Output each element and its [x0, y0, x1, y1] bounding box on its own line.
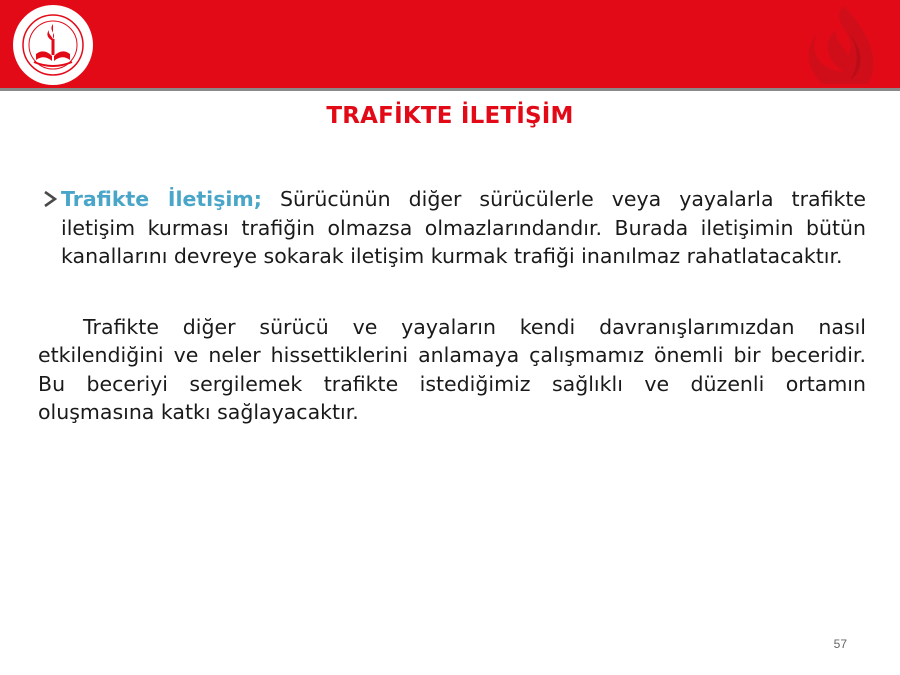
arrow-bullet-icon [43, 190, 57, 208]
header-band [0, 0, 900, 91]
page-number: 57 [833, 637, 847, 651]
bullet-text: Sürücünün diğer sürücülerle veya yayalarla trafikte iletişim kurması trafiğin olmazsa olmazlarındandır. Burada iletişimin bütün kanallarını devreye sokarak iletişim kurmak trafiği inanılmaz rahatlatacaktır. [61, 187, 867, 268]
bullet-term: Trafikte İletişim; [61, 187, 262, 211]
slide-content [38, 185, 867, 427]
slide-title: TRAFİKTE İLETİŞİM [326, 103, 574, 129]
bullet-item [43, 185, 866, 271]
ministry-logo [12, 4, 94, 86]
flame-decoration-icon [788, 4, 878, 86]
body-paragraph: Trafikte diğer sürücü ve yayaların kendi davranışlarımızdan nasıl etkilendiğini ve neler hissettiklerini anlamaya çalışmamız önemli bir beceridir. Bu beceriyi sergilemek trafikte istediğimiz sağlıklı ve düzenli ortamın oluşmasına katkı sağlayacaktır. [38, 314, 866, 424]
